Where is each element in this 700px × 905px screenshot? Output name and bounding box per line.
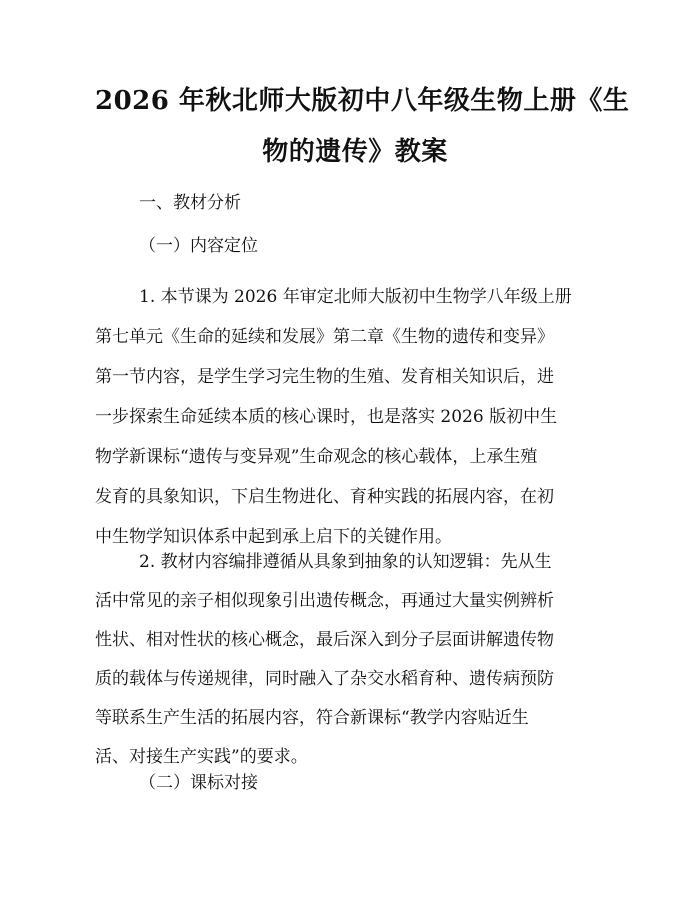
- paragraph-line: 发育的具象知识，下启生物进化、育种实践的拓展内容，在初: [95, 487, 554, 507]
- paragraph-line: 等联系生产生活的拓展内容，符合新课标“教学内容贴近生: [95, 708, 529, 728]
- paragraph-line: 活中常见的亲子相似现象引出遗传概念，再通过大量实例辨析: [95, 591, 554, 611]
- document-title-line-2: 物的遗传》教案: [262, 137, 448, 167]
- subsection-heading-content-positioning: （一）内容定位: [139, 236, 258, 256]
- paragraph-line: 1. 本节课为 2026 年审定北师大版初中生物学八年级上册: [139, 287, 572, 307]
- paragraph-line: 第七单元《生命的延续和发展》第二章《生物的遗传和变异》: [95, 327, 554, 347]
- paragraph-line: 2. 教材内容编排遵循从具象到抽象的认知逻辑：先从生: [139, 552, 552, 572]
- subsection-heading-curriculum-alignment: （二）课标对接: [139, 773, 258, 793]
- paragraph-line: 活、对接生产实践”的要求。: [95, 747, 308, 767]
- paragraph-line: 物学新课标“遗传与变异观”生命观念的核心载体，上承生殖: [95, 447, 538, 467]
- document-title-line-1: 2026 年秋北师大版初中八年级生物上册《生: [95, 86, 630, 116]
- paragraph-line: 质的载体与传递规律，同时融入了杂交水稻育种、遗传病预防: [95, 669, 554, 689]
- section-heading-textbook-analysis: 一、教材分析: [139, 193, 241, 213]
- paragraph-line: 性状、相对性状的核心概念，最后深入到分子层面讲解遗传物: [95, 630, 554, 650]
- paragraph-line: 中生物学知识体系中起到承上启下的关键作用。: [95, 527, 452, 547]
- paragraph-line: 一步探索生命延续本质的核心课时，也是落实 2026 版初中生: [95, 407, 558, 427]
- paragraph-line: 第一节内容，是学生学习完生物的生殖、发育相关知识后，进: [95, 367, 554, 387]
